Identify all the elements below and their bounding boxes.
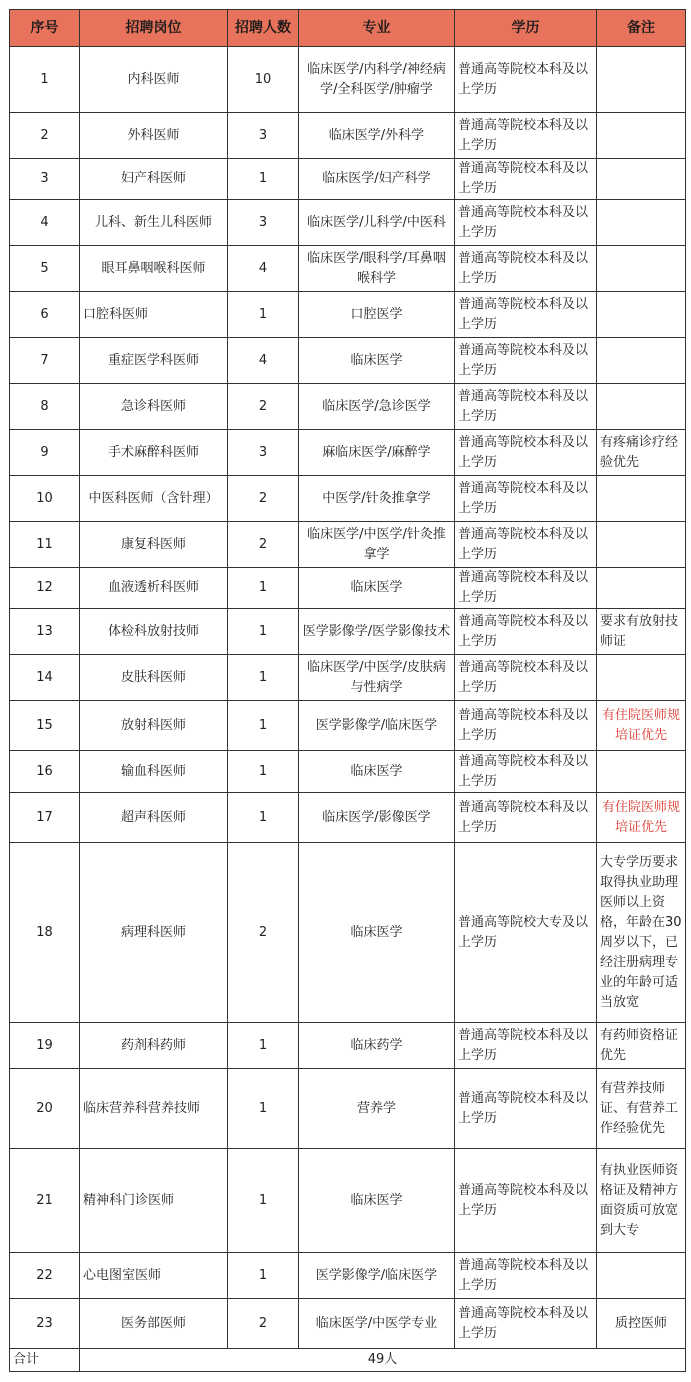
- row-education: 普通高等院校本科及以上学历: [455, 200, 597, 246]
- row-major: 临床医学: [299, 338, 455, 384]
- table-row: [10, 568, 686, 609]
- table-row: [10, 476, 686, 522]
- row-note: 大专学历要求取得执业助理医师以上资格，年龄在30周岁以下，已经注册病理专业的年龄可适当放宽: [597, 843, 686, 1023]
- row-education: 普通高等院校本科及以上学历: [455, 1023, 597, 1069]
- row-count: 1: [228, 159, 299, 200]
- row-number: 9: [10, 430, 80, 476]
- row-major: 口腔医学: [299, 292, 455, 338]
- table-body: [10, 47, 686, 1349]
- row-position: 体检科放射技师: [80, 609, 228, 655]
- row-position: 中医科医师（含针理）: [80, 476, 228, 522]
- row-note: [597, 522, 686, 568]
- row-education: 普通高等院校本科及以上学历: [455, 701, 597, 751]
- row-count: 4: [228, 338, 299, 384]
- header-note: 备注: [597, 10, 686, 47]
- table-row: [10, 751, 686, 793]
- row-major: 临床医学/儿科学/中医科: [299, 200, 455, 246]
- header-position: 招聘岗位: [80, 10, 228, 47]
- row-count: 1: [228, 1149, 299, 1253]
- row-education: 普通高等院校本科及以上学历: [455, 655, 597, 701]
- row-position: 康复科医师: [80, 522, 228, 568]
- row-major: 临床药学: [299, 1023, 455, 1069]
- table-row: [10, 430, 686, 476]
- row-number: 19: [10, 1023, 80, 1069]
- row-major: 麻临床医学/麻醉学: [299, 430, 455, 476]
- table-row: [10, 793, 686, 843]
- row-count: 2: [228, 522, 299, 568]
- row-note: [597, 476, 686, 522]
- row-position: 输血科医师: [80, 751, 228, 793]
- row-major: 临床医学/外科学: [299, 113, 455, 159]
- row-count: 2: [228, 384, 299, 430]
- row-major: 临床医学/中医学专业: [299, 1299, 455, 1349]
- row-note: 有住院医师规培证优先: [597, 793, 686, 843]
- table-row: [10, 1253, 686, 1299]
- row-major: 临床医学: [299, 751, 455, 793]
- row-number: 4: [10, 200, 80, 246]
- row-position: 眼耳鼻咽喉科医师: [80, 246, 228, 292]
- row-major: 临床医学: [299, 568, 455, 609]
- row-education: 普通高等院校本科及以上学历: [455, 338, 597, 384]
- row-note: 有执业医师资格证及精神方面资质可放宽到大专: [597, 1149, 686, 1253]
- row-count: 2: [228, 476, 299, 522]
- row-position: 病理科医师: [80, 843, 228, 1023]
- row-note: [597, 47, 686, 113]
- row-count: 1: [228, 751, 299, 793]
- row-number: 3: [10, 159, 80, 200]
- header-major: 专业: [299, 10, 455, 47]
- row-position: 医务部医师: [80, 1299, 228, 1349]
- row-note: [597, 751, 686, 793]
- row-education: 普通高等院校本科及以上学历: [455, 568, 597, 609]
- row-note: [597, 292, 686, 338]
- row-major: 临床医学: [299, 1149, 455, 1253]
- row-note: 有住院医师规培证优先: [597, 701, 686, 751]
- table-row: [10, 246, 686, 292]
- table-row: [10, 292, 686, 338]
- row-count: 3: [228, 430, 299, 476]
- row-education: 普通高等院校本科及以上学历: [455, 1299, 597, 1349]
- table-row: [10, 1299, 686, 1349]
- row-note: 有疼痛诊疗经验优先: [597, 430, 686, 476]
- row-count: 3: [228, 113, 299, 159]
- row-major: 临床医学/妇产科学: [299, 159, 455, 200]
- row-number: 11: [10, 522, 80, 568]
- row-education: 普通高等院校本科及以上学历: [455, 384, 597, 430]
- row-number: 17: [10, 793, 80, 843]
- table-row: [10, 338, 686, 384]
- row-education: 普通高等院校本科及以上学历: [455, 113, 597, 159]
- row-position: 手术麻醉科医师: [80, 430, 228, 476]
- row-number: 12: [10, 568, 80, 609]
- total-label: 合计: [10, 1349, 80, 1372]
- table-row: [10, 655, 686, 701]
- row-count: 1: [228, 701, 299, 751]
- total-row: [10, 1349, 686, 1372]
- row-count: 1: [228, 793, 299, 843]
- table-row: [10, 843, 686, 1023]
- row-position: 超声科医师: [80, 793, 228, 843]
- row-major: 临床医学/眼科学/耳鼻咽喉科学: [299, 246, 455, 292]
- row-education: 普通高等院校本科及以上学历: [455, 292, 597, 338]
- row-education: 普通高等院校本科及以上学历: [455, 476, 597, 522]
- row-position: 心电图室医师: [80, 1253, 228, 1299]
- table-row: [10, 1149, 686, 1253]
- table-row: [10, 1023, 686, 1069]
- row-position: 血液透析科医师: [80, 568, 228, 609]
- table-row: [10, 159, 686, 200]
- header-row: [10, 10, 686, 47]
- row-major: 医学影像学/临床医学: [299, 701, 455, 751]
- row-education: 普通高等院校本科及以上学历: [455, 609, 597, 655]
- row-number: 21: [10, 1149, 80, 1253]
- row-number: 6: [10, 292, 80, 338]
- row-number: 5: [10, 246, 80, 292]
- row-education: 普通高等院校本科及以上学历: [455, 1149, 597, 1253]
- row-major: 医学影像学/临床医学: [299, 1253, 455, 1299]
- row-count: 1: [228, 1253, 299, 1299]
- row-count: 1: [228, 1069, 299, 1149]
- row-major: 营养学: [299, 1069, 455, 1149]
- row-position: 口腔科医师: [80, 292, 228, 338]
- row-major: 临床医学/影像医学: [299, 793, 455, 843]
- row-education: 普通高等院校大专及以上学历: [455, 843, 597, 1023]
- row-position: 临床营养科营养技师: [80, 1069, 228, 1149]
- row-note: [597, 384, 686, 430]
- header-count: 招聘人数: [228, 10, 299, 47]
- table-row: [10, 1069, 686, 1149]
- row-position: 放射科医师: [80, 701, 228, 751]
- row-number: 13: [10, 609, 80, 655]
- row-major: 临床医学/中医学/皮肤病与性病学: [299, 655, 455, 701]
- row-note: [597, 338, 686, 384]
- table-row: [10, 384, 686, 430]
- row-number: 14: [10, 655, 80, 701]
- row-note: [597, 159, 686, 200]
- row-position: 外科医师: [80, 113, 228, 159]
- row-education: 普通高等院校本科及以上学历: [455, 159, 597, 200]
- row-count: 2: [228, 843, 299, 1023]
- row-education: 普通高等院校本科及以上学历: [455, 1069, 597, 1149]
- table-row: [10, 701, 686, 751]
- row-education: 普通高等院校本科及以上学历: [455, 246, 597, 292]
- row-major: 医学影像学/医学影像技术: [299, 609, 455, 655]
- row-major: 临床医学/急诊医学: [299, 384, 455, 430]
- row-note: [597, 655, 686, 701]
- header-education: 学历: [455, 10, 597, 47]
- row-number: 8: [10, 384, 80, 430]
- row-note: 有营养技师证、有营养工作经验优先: [597, 1069, 686, 1149]
- row-major: 中医学/针灸推拿学: [299, 476, 455, 522]
- row-number: 22: [10, 1253, 80, 1299]
- row-count: 1: [228, 292, 299, 338]
- total-value: 49人: [80, 1349, 686, 1372]
- row-count: 1: [228, 1023, 299, 1069]
- row-position: 重症医学科医师: [80, 338, 228, 384]
- header-no: 序号: [10, 10, 80, 47]
- row-education: 普通高等院校本科及以上学历: [455, 1253, 597, 1299]
- row-note: 要求有放射技师证: [597, 609, 686, 655]
- row-position: 内科医师: [80, 47, 228, 113]
- table-row: [10, 522, 686, 568]
- row-education: 普通高等院校本科及以上学历: [455, 430, 597, 476]
- row-position: 药剂科药师: [80, 1023, 228, 1069]
- row-number: 23: [10, 1299, 80, 1349]
- row-note: 质控医师: [597, 1299, 686, 1349]
- row-number: 2: [10, 113, 80, 159]
- row-count: 1: [228, 568, 299, 609]
- table-row: [10, 113, 686, 159]
- row-count: 4: [228, 246, 299, 292]
- row-count: 10: [228, 47, 299, 113]
- row-position: 急诊科医师: [80, 384, 228, 430]
- row-note: 有药师资格证优先: [597, 1023, 686, 1069]
- row-count: 1: [228, 609, 299, 655]
- row-number: 16: [10, 751, 80, 793]
- row-major: 临床医学/中医学/针灸推拿学: [299, 522, 455, 568]
- row-position: 皮肤科医师: [80, 655, 228, 701]
- row-count: 1: [228, 655, 299, 701]
- row-note: [597, 1253, 686, 1299]
- row-count: 2: [228, 1299, 299, 1349]
- row-note: [597, 200, 686, 246]
- row-position: 儿科、新生儿科医师: [80, 200, 228, 246]
- row-number: 18: [10, 843, 80, 1023]
- row-note: [597, 246, 686, 292]
- row-education: 普通高等院校本科及以上学历: [455, 522, 597, 568]
- row-number: 7: [10, 338, 80, 384]
- row-note: [597, 113, 686, 159]
- row-number: 15: [10, 701, 80, 751]
- row-number: 1: [10, 47, 80, 113]
- table-row: [10, 47, 686, 113]
- row-position: 精神科门诊医师: [80, 1149, 228, 1253]
- table-row: [10, 609, 686, 655]
- row-position: 妇产科医师: [80, 159, 228, 200]
- recruitment-table: [9, 9, 686, 1372]
- table-row: [10, 200, 686, 246]
- row-count: 3: [228, 200, 299, 246]
- row-major: 临床医学: [299, 843, 455, 1023]
- row-education: 普通高等院校本科及以上学历: [455, 751, 597, 793]
- row-major: 临床医学/内科学/神经病学/全科医学/肿瘤学: [299, 47, 455, 113]
- row-education: 普通高等院校本科及以上学历: [455, 793, 597, 843]
- row-number: 10: [10, 476, 80, 522]
- row-note: [597, 568, 686, 609]
- row-number: 20: [10, 1069, 80, 1149]
- row-education: 普通高等院校本科及以上学历: [455, 47, 597, 113]
